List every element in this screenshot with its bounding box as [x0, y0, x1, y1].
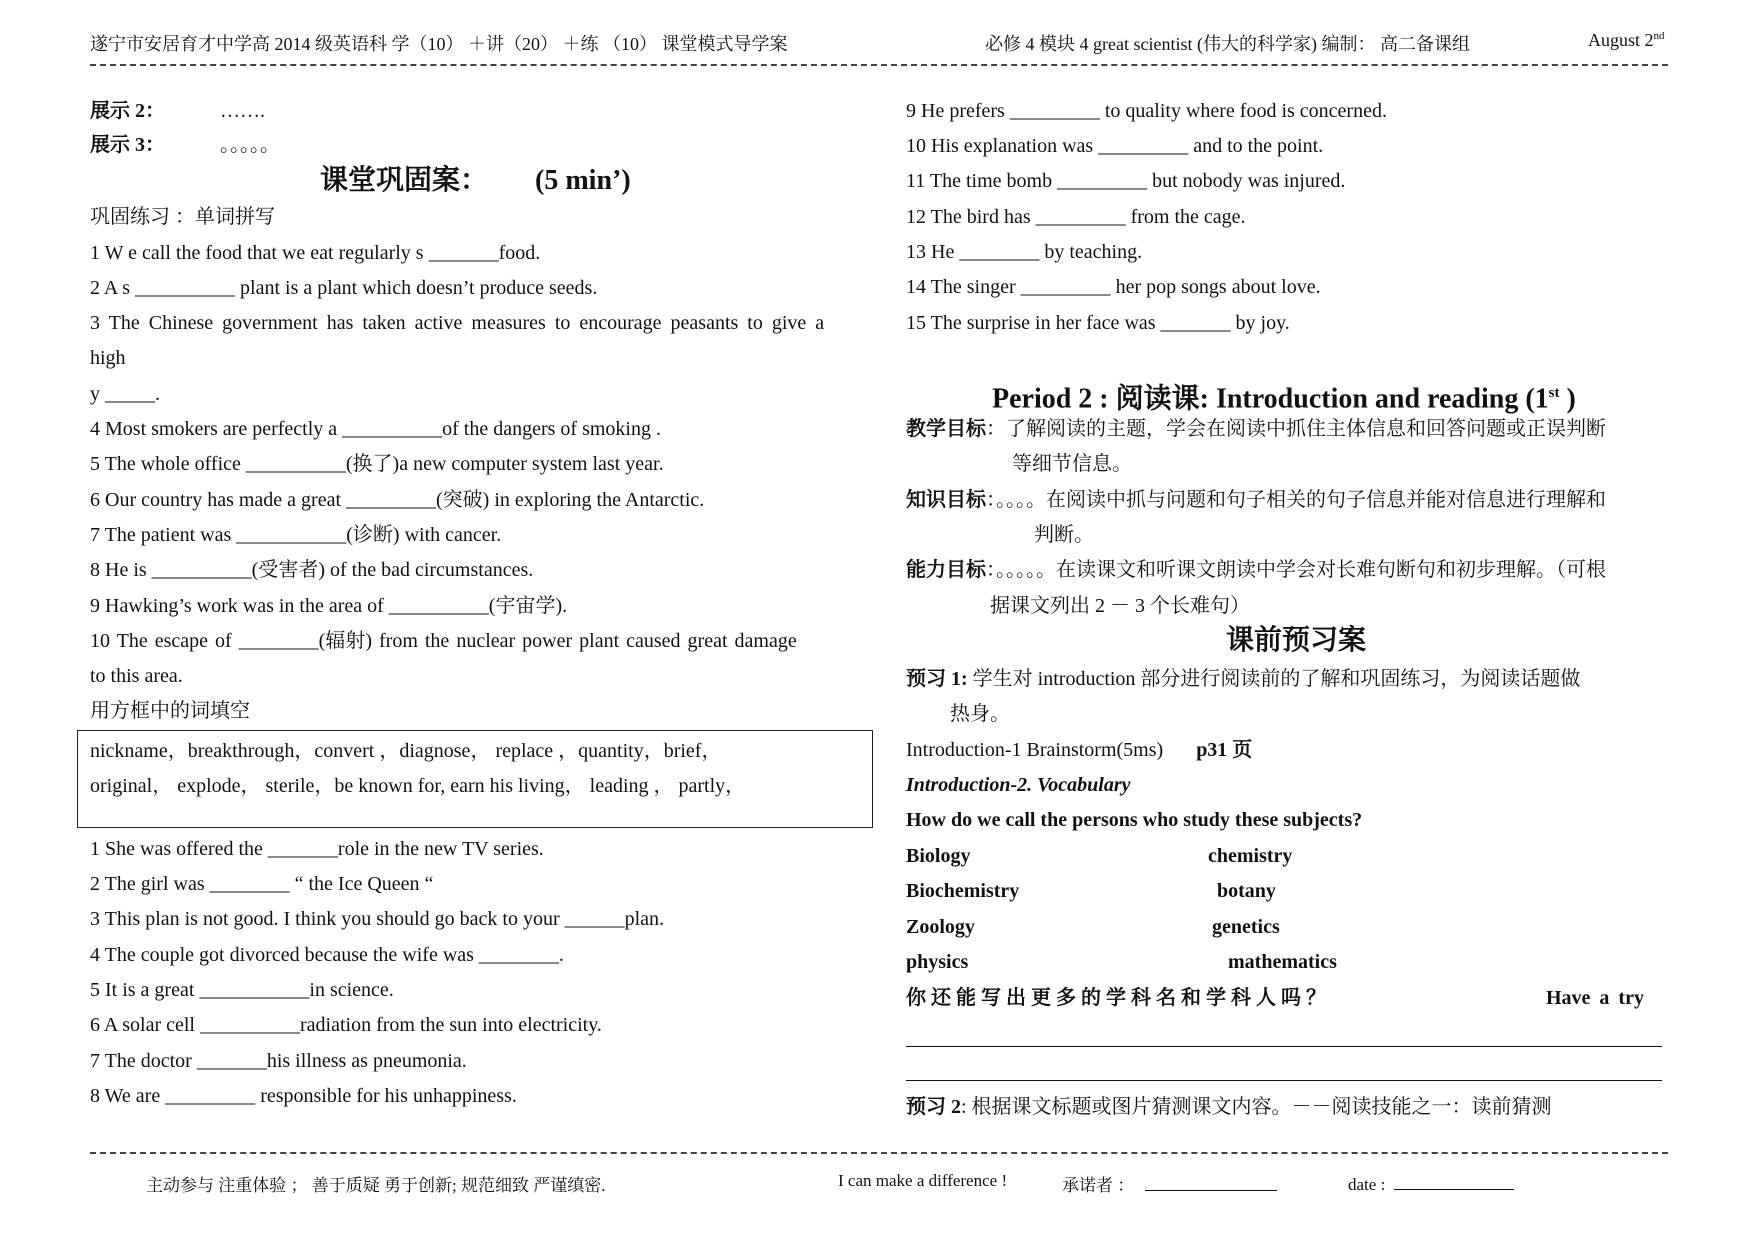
goal-teaching	[906, 416, 1606, 442]
subject-item: Zoology	[906, 916, 975, 938]
goal-knowledge-label: 知识目标	[906, 489, 986, 511]
spelling-item: 5 The whole office __________(换了)a new computer system last year.	[90, 453, 664, 475]
spelling-item: 6 Our country has made a great _________(突破) in exploring the Antarctic.	[90, 489, 705, 511]
goal-ability	[906, 557, 1606, 583]
section-title	[320, 164, 631, 198]
fill-item: 2 The girl was ________ “ the Ice Queen “	[90, 873, 434, 895]
fill-item: 6 A solar cell __________radiation from the sun into electricity.	[90, 1014, 602, 1036]
section-time: (5 min’)	[535, 165, 631, 196]
subject-item: Biochemistry	[906, 880, 1020, 902]
fill-item: 1 She was offered the _______role in the new TV series.	[90, 838, 544, 860]
fill-item: 3 This plan is not good. I think you should go back to your ______plan.	[90, 908, 665, 930]
spelling-item: 10 The escape of ________(辐射) from the nuclear power plant caused great damage	[90, 630, 797, 652]
fill-item: 15 The surprise in her face was _______ by joy.	[906, 312, 1290, 334]
spelling-item: to this area.	[90, 665, 183, 687]
fill-item: 4 The couple got divorced because the wife was ________.	[90, 944, 564, 966]
spelling-item: y _____.	[90, 383, 160, 405]
show2-label: 展示 2：	[90, 100, 165, 122]
preview1-cont: 热身。	[950, 703, 1010, 725]
header-date-sup: nd	[1653, 30, 1665, 42]
more-question: 你 还 能 写 出 更 多 的 学 科 名 和 学 科 人 吗 ？	[906, 987, 1326, 1009]
header-middle: 必修 4 模块 4 great scientist (伟大的科学家) 编制： 高二备课组	[985, 34, 1470, 54]
preview1	[906, 666, 1580, 692]
goal-ability-cont: 据课文列出 2 － 3 个长难句）	[990, 595, 1250, 617]
subject-item: physics	[906, 951, 969, 973]
spelling-item: 4 Most smokers are perfectly a __________of the dangers of smoking .	[90, 418, 661, 440]
show3-text: 。。。。。	[220, 134, 280, 156]
section-title-text: 课堂巩固案：	[320, 165, 489, 196]
have-a-try: Have a try	[1546, 987, 1644, 1009]
goal-teaching-text: ：了解阅读的主题，学会在阅读中抓住主体信息和回答问题或正误判断	[986, 418, 1606, 440]
spelling-item: 7 The patient was ___________(诊断) with cancer.	[90, 524, 502, 546]
goal-teaching-label: 教学目标	[906, 418, 986, 440]
preview2-text: : 根据课文标题或图片猜测课文内容。－－阅读技能之一：读前猜测	[961, 1096, 1552, 1118]
vocab-question: How do we call the persons who study these subjects?	[906, 809, 1363, 831]
exercise2-title: 用方框中的词填空	[90, 700, 250, 722]
header-date	[1588, 30, 1665, 51]
preview2	[906, 1094, 1552, 1120]
goal-knowledge-cont: 判断。	[1034, 524, 1094, 546]
subject-item: Biology	[906, 845, 971, 867]
fill-item: 12 The bird has _________ from the cage.	[906, 206, 1246, 228]
footer-date-label: date :	[1348, 1175, 1386, 1194]
intro1-text: Introduction-1 Brainstorm(5ms)	[906, 739, 1164, 761]
promise-blank[interactable]	[1145, 1172, 1277, 1191]
footer-divider	[90, 1152, 1668, 1154]
show3-label: 展示 3：	[90, 134, 165, 156]
intro1-page: p31 页	[1196, 739, 1253, 761]
period-title-sup: st	[1548, 385, 1560, 401]
answer-line[interactable]	[906, 1046, 1662, 1047]
fill-item: 11 The time bomb _________ but nobody was injured.	[906, 170, 1346, 192]
fill-item: 13 He ________ by teaching.	[906, 241, 1143, 263]
header-date-text: August 2	[1588, 30, 1654, 50]
footer-date	[1348, 1171, 1514, 1195]
show2-text: …….	[220, 100, 265, 122]
footer-promise-label: 承诺者 ：	[1062, 1176, 1135, 1195]
subject-item: mathematics	[1228, 951, 1337, 973]
intro1	[906, 737, 1252, 763]
answer-line[interactable]	[906, 1080, 1662, 1081]
footer-motto: 主动参与 注重体验 ； 善于质疑 勇于创新; 规范细致 严谨缜密.	[146, 1176, 606, 1195]
period-title-text: Period 2 : 阅读课: Introduction and reading (1	[992, 383, 1549, 415]
spelling-item: 2 A s __________ plant is a plant which doesn’t produce seeds.	[90, 277, 598, 299]
preview-title: 课前预习案	[1226, 625, 1367, 656]
word-box-line2: original， explode， sterile，be known for, earn his living， leading ， partly，	[90, 775, 746, 797]
subject-item: genetics	[1212, 916, 1280, 938]
fill-item: 14 The singer _________ her pop songs about love.	[906, 276, 1321, 298]
goal-knowledge-text: ：。。。。在阅读中抓与问题和句子相关的句子信息并能对信息进行理解和	[986, 489, 1606, 511]
period-title-end: )	[1559, 383, 1576, 415]
goal-ability-text: ：。。。。。在读课文和听课文朗读中学会对长难句断句和初步理解。（可根	[986, 559, 1606, 581]
spelling-item: 9 Hawking’s work was in the area of __________(宇宙学).	[90, 595, 568, 617]
goal-teaching-cont: 等细节信息。	[1012, 453, 1132, 475]
fill-item: 10 His explanation was _________ and to the point.	[906, 135, 1324, 157]
spelling-item: 8 He is __________(受害者) of the bad circumstances.	[90, 559, 534, 581]
date-blank[interactable]	[1394, 1171, 1514, 1190]
period-title	[992, 376, 1576, 416]
subject-item: chemistry	[1208, 845, 1293, 867]
footer-promise	[1062, 1171, 1277, 1196]
exercise1-title: 巩固练习 ：单词拼写	[90, 206, 275, 228]
fill-item: 5 It is a great ___________in science.	[90, 979, 394, 1001]
fill-item: 8 We are _________ responsible for his unhappiness.	[90, 1085, 517, 1107]
spelling-item: high	[90, 347, 126, 369]
fill-item: 9 He prefers _________ to quality where food is concerned.	[906, 100, 1387, 122]
preview1-text: 学生对 introduction 部分进行阅读前的了解和巩固练习，为阅读话题做	[967, 668, 1581, 690]
spelling-item: 3 The Chinese government has taken active measures to encourage peasants to give a	[90, 312, 825, 334]
footer-slogan: I can make a difference !	[838, 1171, 1008, 1190]
intro2: Introduction-2. Vocabulary	[906, 774, 1131, 796]
preview1-label: 预习 1:	[906, 668, 968, 690]
preview2-label: 预习 2	[906, 1096, 961, 1118]
word-box-line1: nickname，breakthrough，convert ，diagnose， replace ，quantity，brief，	[90, 740, 722, 762]
header-divider	[90, 64, 1668, 66]
header-left: 遂宁市安居育才中学高 2014 级英语科 学（10） ＋讲（20） ＋练 （10） 课堂模式导学案	[90, 34, 788, 54]
spelling-item: 1 W e call the food that we eat regularly s _______food.	[90, 242, 541, 264]
goal-knowledge	[906, 487, 1606, 513]
fill-item: 7 The doctor _______his illness as pneumonia.	[90, 1050, 467, 1072]
subject-item: botany	[1217, 880, 1276, 902]
goal-ability-label: 能力目标	[906, 559, 986, 581]
